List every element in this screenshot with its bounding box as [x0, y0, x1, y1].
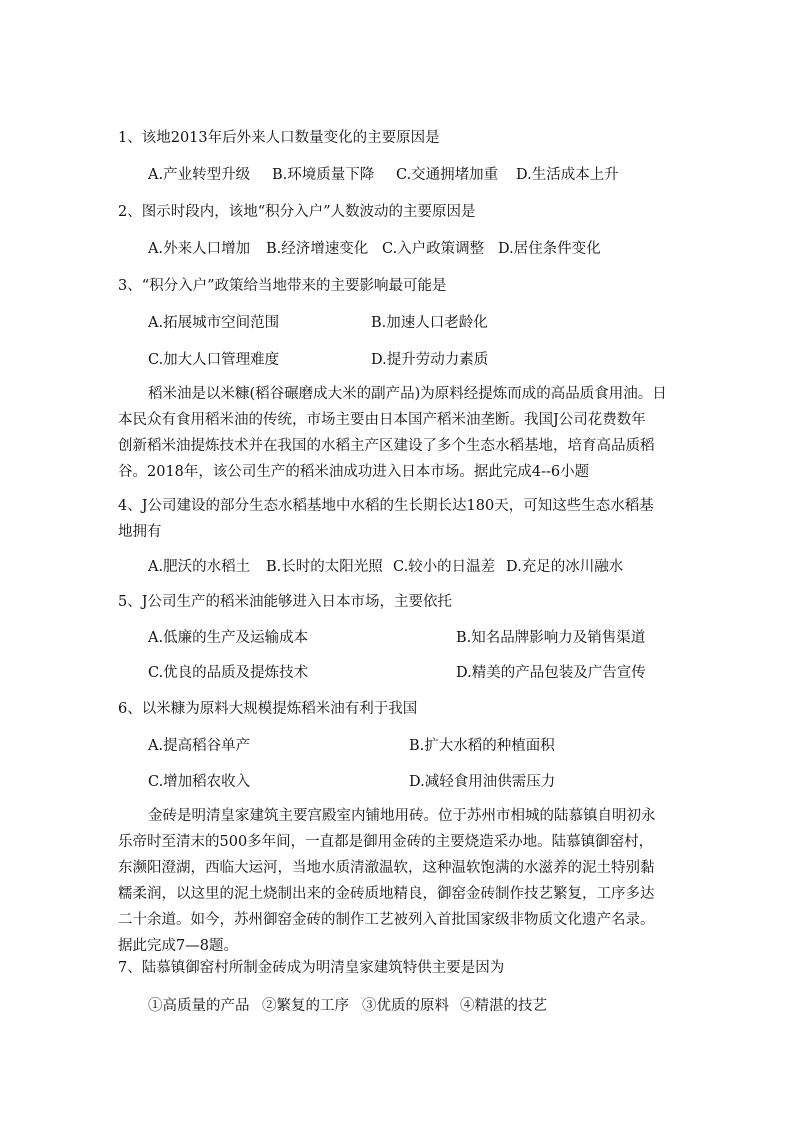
q6-option-b: B.扩大水稻的种植面积 — [409, 738, 555, 754]
passage-2-line-1: 金砖是明清皇家建筑主要宫殿室内铺地用砖。位于苏州市相城的陆慕镇自明初永 — [148, 808, 656, 824]
q7-choice-4: ④精湛的技艺 — [460, 998, 547, 1014]
q4-option-a: A.肥沃的水稻土 — [148, 559, 251, 575]
q1-option-c: C.交通拥堵加重 — [396, 167, 499, 183]
q5-option-d: D.精美的产品包装及广告宣传 — [456, 665, 646, 681]
passage-2-line-2: 乐帝时至清末的500多年间，一直都是御用金砖的主要烧造采办地。陆慕镇御窑村， — [118, 834, 654, 850]
q4-option-b: B.长时的太阳光照 — [266, 559, 383, 575]
question-3-stem: 3、“积分入户”政策给当地带来的主要影响最可能是 — [118, 278, 447, 294]
question-4-stem-line-2: 地拥有 — [118, 524, 162, 540]
q2-option-c: C.入户政策调整 — [382, 241, 485, 257]
q2-option-d: D.居住条件变化 — [498, 241, 601, 257]
passage-1-line-1: 稻米油是以米糠(稻谷碾磨成大米的副产品)为原料经提炼而成的高品质食用油。日 — [148, 386, 667, 402]
q7-choice-1: ①高质量的产品 — [148, 998, 250, 1014]
q3-option-a: A.拓展城市空间范围 — [148, 315, 280, 331]
passage-2-line-3: 东濒阳澄湖，西临大运河，当地水质清澈温软，这种温软饱满的水滋养的泥土特别黏 — [118, 860, 655, 876]
passage-2-line-6: 据此完成7—8题。 — [118, 938, 238, 954]
passage-2-line-4: 糯柔润，以这里的泥土烧制出来的金砖质地精良，御窑金砖制作技艺繁复，工序多达 — [118, 886, 655, 902]
q3-option-d: D.提升劳动力素质 — [371, 352, 489, 368]
question-5-stem: 5、J公司生产的稻米油能够进入日本市场，主要依托 — [118, 594, 453, 610]
q6-option-c: C.增加稻农收入 — [148, 774, 251, 790]
q5-option-a: A.低廉的生产及运输成本 — [148, 630, 309, 646]
q7-choice-3: ③优质的原料 — [362, 998, 449, 1014]
q3-option-c: C.加大人口管理难度 — [148, 352, 280, 368]
passage-1-line-4: 谷。2018年，该公司生产的稻米油成功进入日本市场。据此完成4--6小题 — [118, 464, 590, 480]
passage-1-line-2: 本民众有食用稻米油的传统，市场主要由日本国产稻米油垄断。我国J公司花费数年 — [118, 412, 646, 428]
q2-option-b: B.经济增速变化 — [266, 241, 369, 257]
q5-option-b: B.知名品牌影响力及销售渠道 — [456, 630, 646, 646]
q4-option-d: D.充足的冰川融水 — [506, 559, 624, 575]
question-2-stem: 2、图示时段内，该地“积分入户”人数波动的主要原因是 — [118, 204, 476, 220]
q3-option-b: B.加速人口老龄化 — [371, 315, 488, 331]
q5-option-c: C.优良的品质及提炼技术 — [148, 665, 309, 681]
q7-choice-2: ②繁复的工序 — [262, 998, 349, 1014]
q1-option-d: D.生活成本上升 — [516, 167, 619, 183]
question-6-stem: 6、以米糠为原料大规模提炼稻米油有利于我国 — [118, 701, 418, 717]
passage-1-line-3: 创新稻米油提炼技术并在我国的水稻主产区建设了多个生态水稻基地，培育高品质稻 — [118, 438, 655, 454]
q4-option-c: C.较小的日温差 — [393, 559, 496, 575]
question-4-stem-line-1: 4、J公司建设的部分生态水稻基地中水稻的生长期长达180天，可知这些生态水稻基 — [118, 498, 654, 514]
q1-option-b: B.环境质量下降 — [272, 167, 375, 183]
q6-option-a: A.提高稻谷单产 — [148, 738, 251, 754]
question-1-stem: 1、该地2013年后外来人口数量变化的主要原因是 — [118, 130, 440, 146]
q2-option-a: A.外来人口增加 — [148, 241, 251, 257]
q6-option-d: D.减轻食用油供需压力 — [409, 774, 556, 790]
q1-option-a: A.产业转型升级 — [148, 167, 251, 183]
question-7-stem: 7、陆慕镇御窑村所制金砖成为明清皇家建筑特供主要是因为 — [118, 960, 505, 976]
passage-2-line-5: 二十余道。如今，苏州御窑金砖的制作工艺被列入首批国家级非物质文化遗产名录。 — [118, 912, 655, 928]
